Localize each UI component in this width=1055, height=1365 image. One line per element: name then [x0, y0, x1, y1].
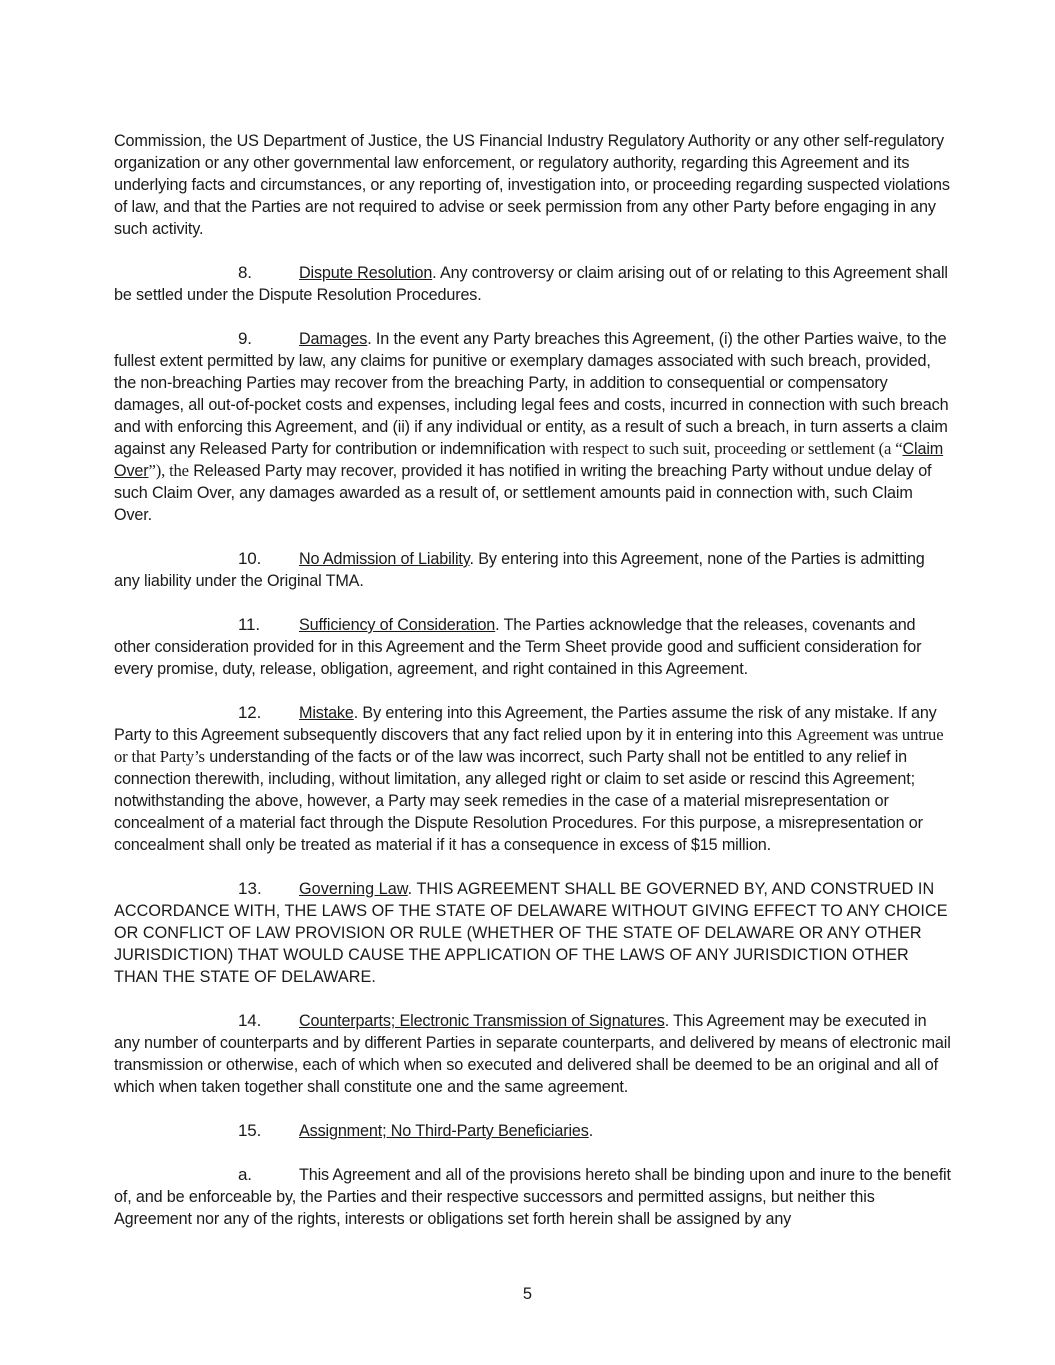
document-body — [114, 130, 954, 1230]
section-heading: Mistake — [299, 704, 354, 722]
section-number: 11. — [238, 615, 260, 634]
subsection-letter: a. — [238, 1165, 252, 1184]
section-15a-binding-effect — [114, 1164, 954, 1230]
page-number: 5 — [522, 1285, 533, 1303]
section-heading: Sufficiency of Consideration — [299, 616, 496, 634]
section-number: 15. — [238, 1121, 262, 1140]
section-heading: Counterparts; Electronic Transmission of Signatures — [299, 1012, 665, 1030]
section-9-damages — [114, 328, 954, 526]
section-body: . By entering into this Agreement, the Parties assume the risk of any mistake. If any Party to this Agreement subsequently discovers that any fact relied upon by it in entering into this — [114, 704, 937, 744]
section-body: . By entering into this Agreement, none of the Parties is admitting any liability under the Original TMA. — [114, 550, 925, 590]
section-13-governing-law — [114, 878, 954, 988]
section-body: . In the event any Party breaches this Agreement, (i) the other Parties waive, to the fullest extent permitted by law, any claims for punitive or exemplary damages associated with such breach, provided, the non-breaching Parties may recover from the breaching Party, in addition to consequential or compensatory damages, all out-of-pocket costs and expenses, including legal fees and costs, incurred in connection with such breach and with enforcing this Agreement, and (ii) if any individual or entity, as a result of such a breach, in turn asserts a claim against any Released Party for contribution or indemnification — [114, 330, 949, 458]
section-body-serif: with respect to such suit, proceeding or settlement (a “ — [545, 439, 903, 458]
section-body: . Any controversy or claim arising out of or relating to this Agreement shall be settled under the Dispute Resolution Procedures. — [114, 264, 948, 304]
section-body-serif: Agreement was untrue or that Party’s — [114, 725, 944, 766]
section-15-assignment — [114, 1120, 954, 1142]
section-heading: Damages — [299, 330, 368, 348]
section-10-no-admission-of-liability — [114, 548, 954, 592]
defined-term-claim-over: Claim Over — [114, 440, 944, 480]
intro-paragraph — [114, 130, 954, 240]
section-number: 12. — [238, 703, 262, 722]
section-body: . The Parties acknowledge that the releases, covenants and other consideration provided for in this Agreement and the Term Sheet provide good and sufficient consideration for every promise, duty, release, obligation, agreement, and right contained in this Agreement. — [114, 616, 922, 678]
section-number: 13. — [238, 879, 262, 898]
section-number: 8. — [238, 263, 252, 282]
section-heading: Assignment; No Third-Party Beneficiaries — [299, 1122, 589, 1140]
section-8-dispute-resolution — [114, 262, 954, 306]
section-heading: Governing Law — [299, 880, 408, 898]
section-heading: Dispute Resolution — [299, 264, 433, 282]
section-body: . This Agreement may be executed in any number of counterparts and by different Parties in separate counterparts, and delivered by means of electronic mail transmission or otherwise, each of which when so executed and delivered shall be deemed to be an original and all of which when taken together shall constitute one and the same agreement. — [114, 1012, 951, 1096]
section-body-serif-close: ”), the — [148, 461, 189, 480]
section-body: . — [588, 1122, 594, 1140]
section-11-sufficiency-of-consideration — [114, 614, 954, 680]
section-body-continued: understanding of the facts or of the law was incorrect, such Party shall not be entitled to any relief in connection therewith, including, without limitation, any alleged right or claim to set aside or rescind this Agreement; notwithstanding the above, however, a Party may seek remedies in the case of a material misrepresentation or concealment of a material fact through the Dispute Resolution Procedures. For this purpose, a misrepresentation or concealment shall only be treated as material if it has a consequence in excess of $15 million. — [114, 748, 923, 854]
section-body-continued: Released Party may recover, provided it has notified in writing the breaching Party without undue delay of such Claim Over, any damages awarded as a result of, or settlement amounts paid in connection with, such Claim Over. — [114, 462, 932, 524]
section-number: 14. — [238, 1011, 262, 1030]
section-body: . THIS AGREEMENT SHALL BE GOVERNED BY, AND CONSTRUED IN ACCORDANCE WITH, THE LAWS OF THE STATE OF DELAWARE WITHOUT GIVING EFFECT TO ANY CHOICE OR CONFLICT OF LAW PROVISION OR RULE (WHETHER OF THE STATE OF DELAWARE OR ANY OTHER JURISDICTION) THAT WOULD CAUSE THE APPLICATION OF THE LAWS OF ANY JURISDICTION OTHER THAN THE STATE OF DELAWARE. — [114, 880, 948, 986]
section-14-counterparts — [114, 1010, 954, 1098]
section-heading: No Admission of Liability — [299, 550, 470, 568]
section-12-mistake — [114, 702, 954, 856]
section-number: 10. — [238, 549, 262, 568]
intro-text: Commission, the US Department of Justice, the US Financial Industry Regulatory Authority or any other self-regulatory organization or any other governmental law enforcement, or regulatory authority, regarding this Agreement and its underlying facts and circumstances, or any reporting of, investigation into, or proceeding regarding suspected violations of law, and that the Parties are not required to advise or seek permission from any other Party before engaging in any such activity. — [114, 132, 950, 238]
section-number: 9. — [238, 329, 252, 348]
subsection-body: This Agreement and all of the provisions hereto shall be binding upon and inure to the benefit of, and be enforceable by, the Parties and their respective successors and permitted assigns, but neither this Agreement nor any of the rights, interests or obligations set forth herein shall be assigned by any — [114, 1166, 951, 1228]
